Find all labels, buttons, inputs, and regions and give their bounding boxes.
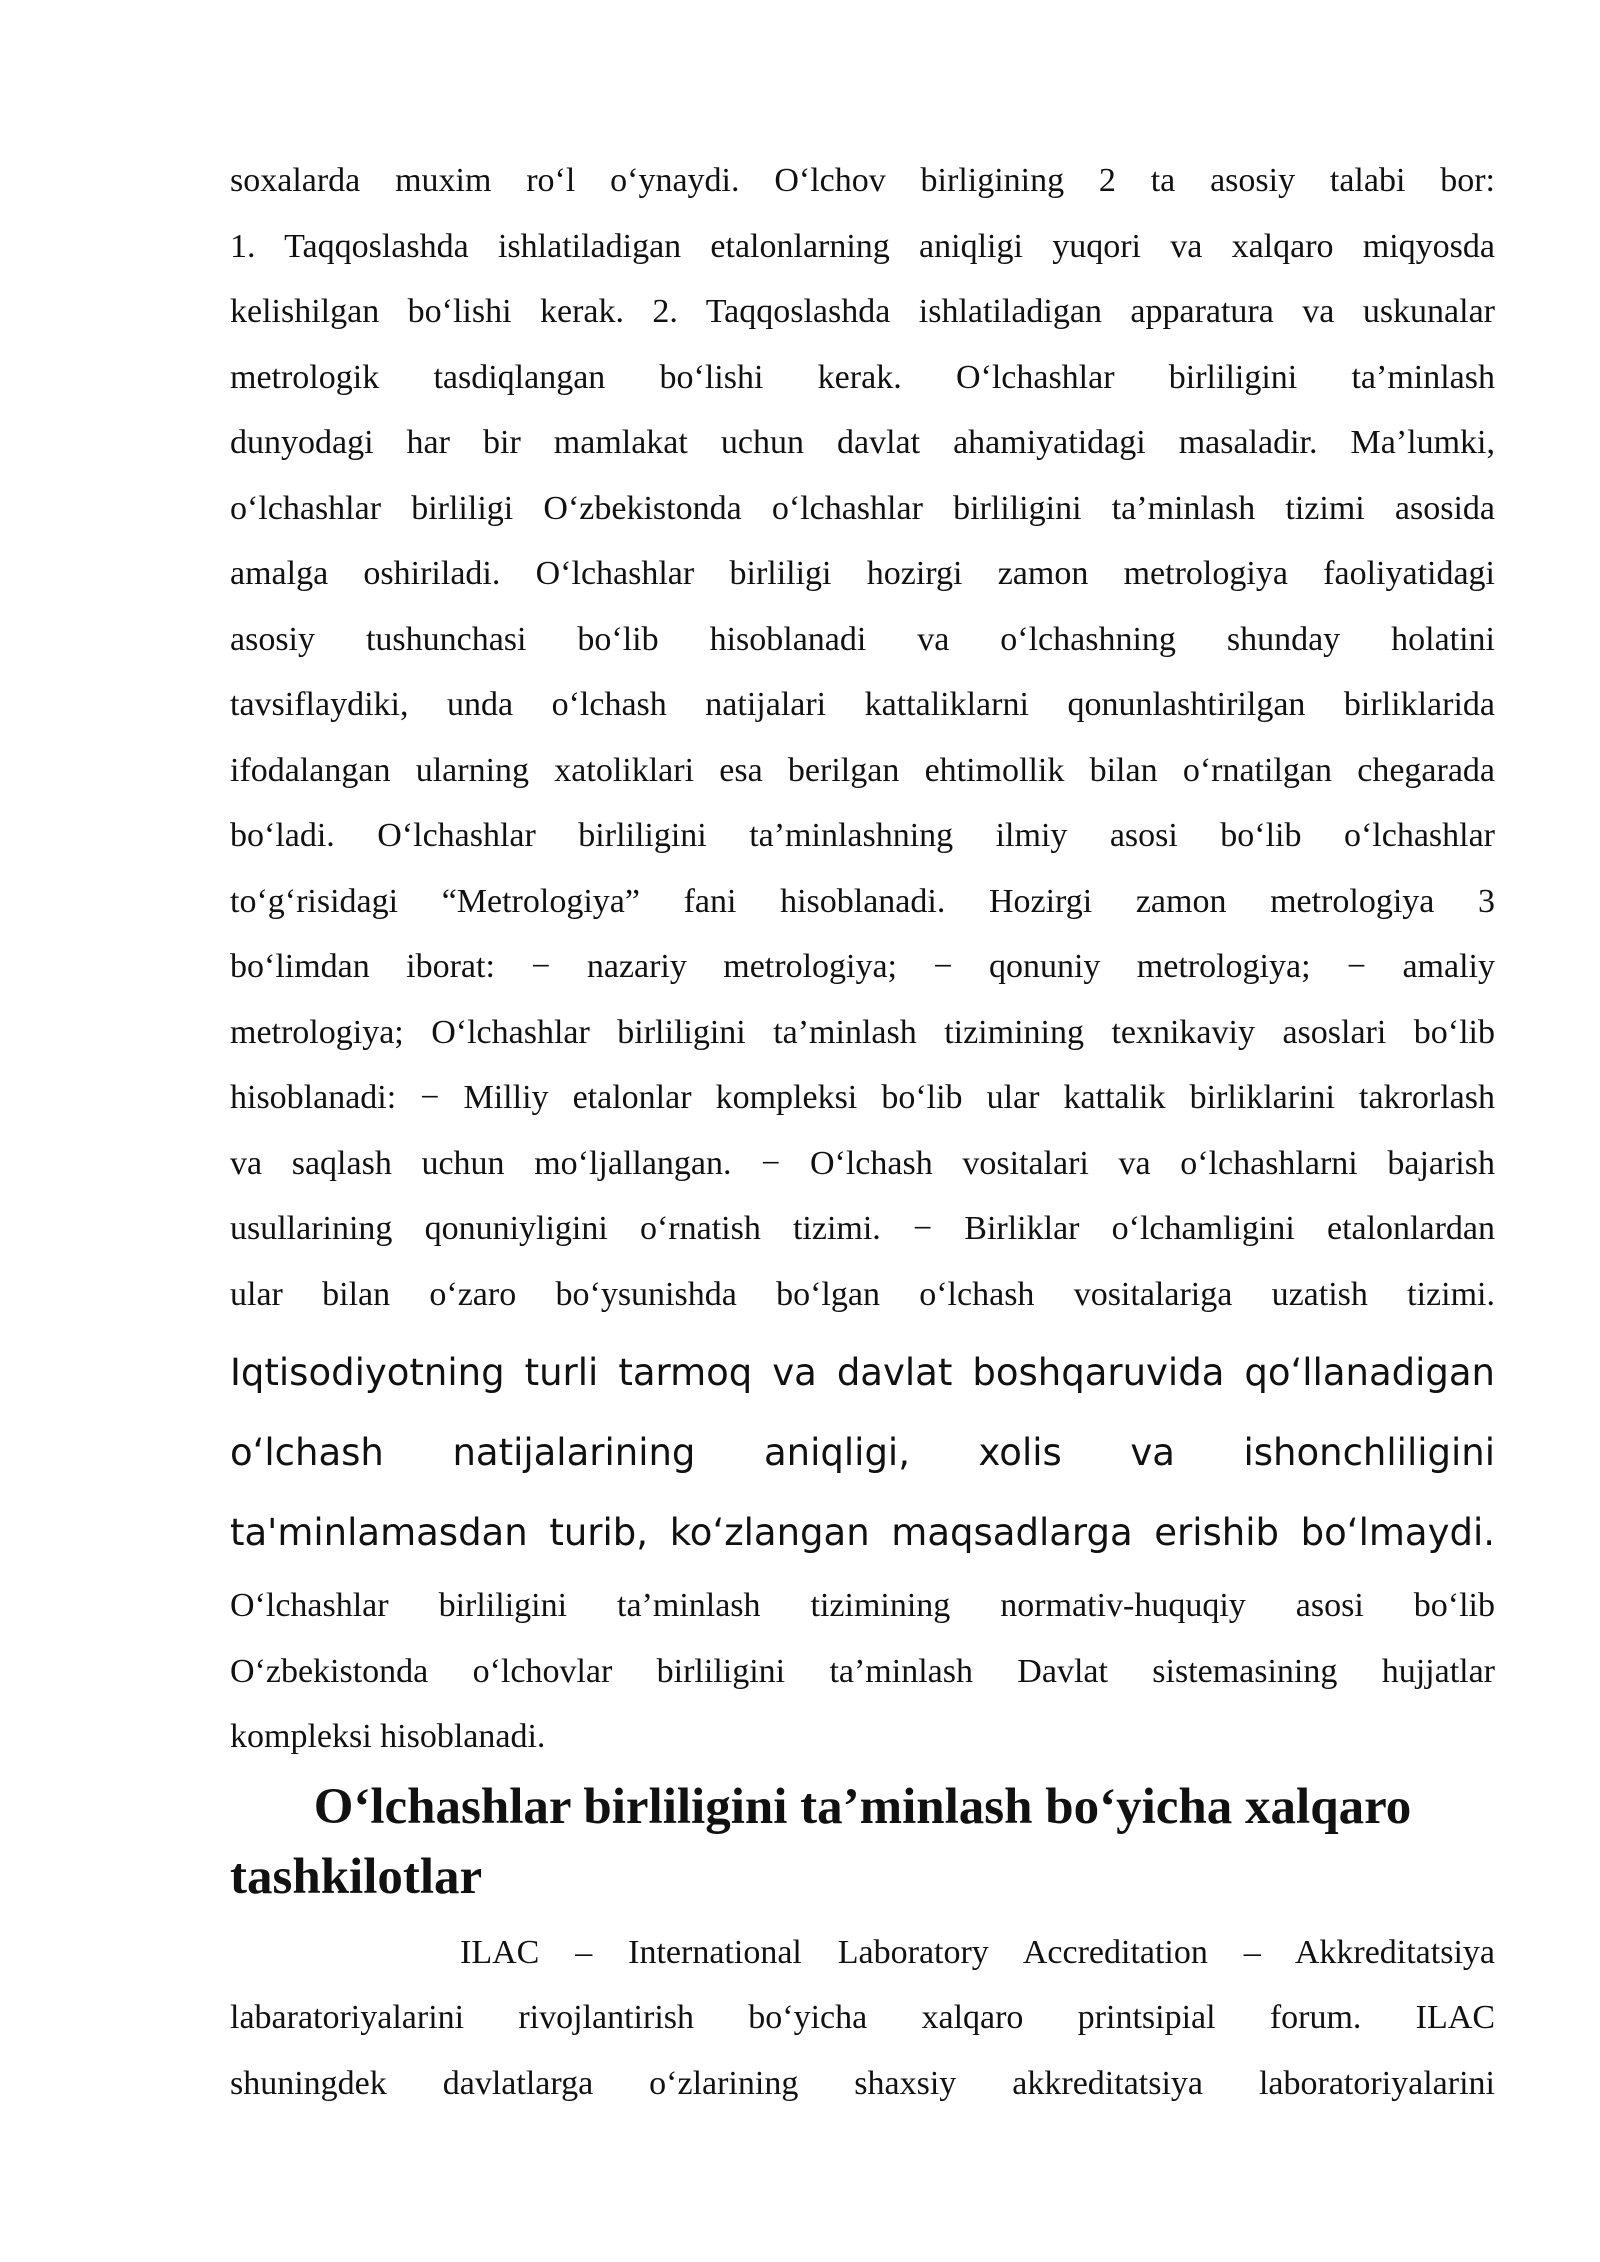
body-line: to‘g‘risidagi “Metrologiya” fani hisoblanadi. Hozirgi zamon metrologiya 3 — [230, 882, 1495, 920]
body-line: soxalarda muxim ro‘l o‘ynaydi. O‘lchov birligining 2 ta asosiy talabi bor: — [230, 162, 1495, 199]
body-line: va saqlash uchun mo‘ljallangan. − O‘lchash vositalari va o‘lchashlarni bajarish — [230, 1144, 1495, 1182]
body-line: 1. Taqqoslashda ishlatiladigan etalonlarning aniqligi yuqori va xalqaro miqyosda — [230, 227, 1495, 265]
body-line: bo‘ladi. O‘lchashlar birliligini ta’minlashning ilmiy asosi bo‘lib o‘lchashlar — [230, 817, 1495, 854]
sans-line: ta'minlamasdan turib, ko‘zlangan maqsadlarga erishib bo‘lmaydi. — [230, 1511, 1495, 1554]
body-line: O‘lchashlar birliligini ta’minlash tizimining normativ-huquqiy asosi bo‘lib — [230, 1587, 1495, 1624]
body-line: O‘zbekistonda o‘lchovlar birliligini ta’minlash Davlat sistemasining hujjatlar — [230, 1652, 1495, 1690]
body-line: dunyodagi har bir mamlakat uchun davlat ahamiyatidagi masaladir. Ma’lumki, — [230, 424, 1495, 461]
body-line: ILAC – International Laboratory Accreditation – Akkreditatsiya — [460, 1933, 1495, 1971]
body-line: hisoblanadi: − Milliy etalonlar kompleksi bo‘lib ular kattalik birliklarini takrorlash — [230, 1079, 1495, 1116]
body-line: ular bilan o‘zaro bo‘ysunishda bo‘lgan o‘lchash vositalariga uzatish tizimi. — [230, 1275, 1495, 1313]
section-heading: O‘lchashlar birliligini ta’minlash bo‘yicha xalqaro tashkilotlar — [230, 1778, 1412, 1905]
body-line: amalga oshiriladi. O‘lchashlar birliligi hozirgi zamon metrologiya faoliyatidagi — [230, 555, 1495, 592]
body-line: tavsiflaydiki, unda o‘lchash natijalari kattaliklarni qonunlashtirilgan birliklarida — [230, 686, 1495, 723]
body-line: labaratoriyalarini rivojlantirish bo‘yicha xalqaro printsipial forum. ILAC — [230, 1999, 1495, 2036]
body-line: metrologiya; O‘lchashlar birliligini ta’minlash tizimining texnikaviy asoslari bo‘lib — [230, 1013, 1495, 1051]
body-line: shuningdek davlatlarga o‘zlarining shaxsiy akkreditatsiya laboratoriyalarini — [230, 2064, 1495, 2102]
sans-line: o‘lchash natijalarining aniqligi, xolis va ishonchliligini — [230, 1431, 1495, 1474]
body-line: o‘lchashlar birliligi O‘zbekistonda o‘lchashlar birliligini ta’minlash tizimi asosida — [230, 489, 1495, 527]
document-page — [230, 148, 1495, 2116]
body-line: metrologik tasdiqlangan bo‘lishi kerak. O‘lchashlar birliligini ta’minlash — [230, 358, 1495, 396]
body-line: ifodalangan ularning xatoliklari esa berilgan ehtimollik bilan o‘rnatilgan chegarada — [230, 751, 1495, 789]
body-line: bo‘limdan iborat: − nazariy metrologiya; − qonuniy metrologiya; − amaliy — [230, 948, 1495, 985]
body-line: kompleksi hisoblanadi. — [230, 1718, 546, 1755]
sans-line: Iqtisodiyotning turli tarmoq va davlat boshqaruvida qo‘llanadigan — [230, 1351, 1495, 1394]
body-line: kelishilgan bo‘lishi kerak. 2. Taqqoslashda ishlatiladigan apparatura va uskunalar — [230, 293, 1495, 330]
body-line: asosiy tushunchasi bo‘lib hisoblanadi va o‘lchashning shunday holatini — [230, 620, 1495, 658]
body-line: usullarining qonuniyligini o‘rnatish tizimi. − Birliklar o‘lchamligini etalonlardan — [230, 1210, 1495, 1247]
